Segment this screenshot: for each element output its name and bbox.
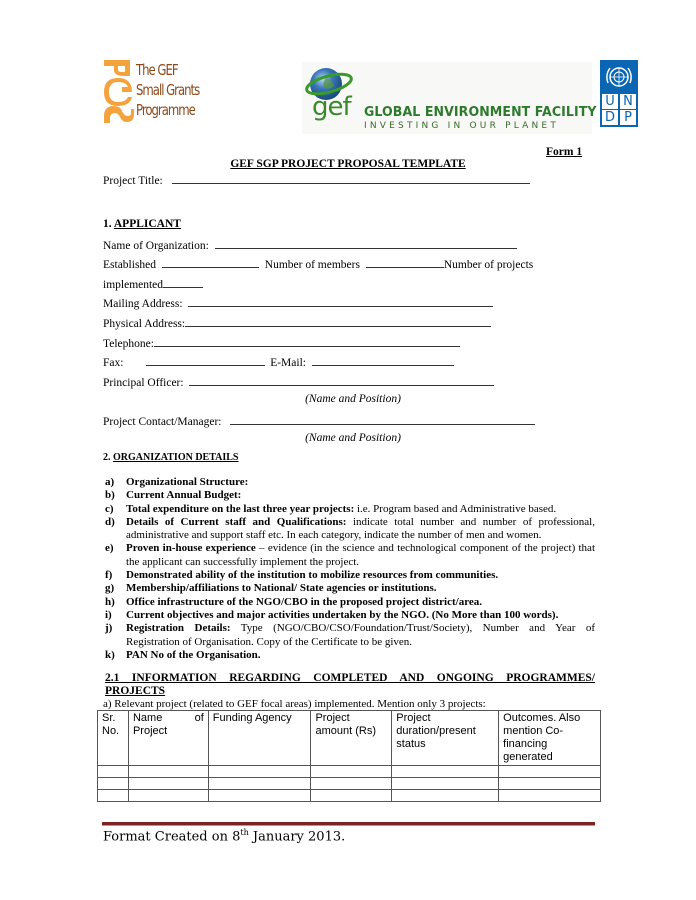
undp-letter-u: U [602,94,618,109]
implemented-field[interactable] [163,276,203,288]
org-name-row [103,237,517,252]
mailing-row [103,295,493,310]
footer-text-before: Format Created on 8 [103,829,241,845]
principal-row [103,374,494,389]
programmes-heading-line2: PROJECTS [105,685,166,697]
sgp-wordmark [136,60,199,120]
implemented-row [103,276,203,291]
email-field[interactable] [312,354,454,366]
programmes-note: a) Relevant project (related to GEF focal areas) implemented. Mention only 3 projects: [103,698,486,710]
telephone-label: Telephone: [103,338,154,350]
table-cell[interactable] [208,766,311,778]
item-marker: i) [105,608,112,621]
sgp-line-3: Programme [136,101,195,119]
members-label: Number of members [264,259,360,271]
item-marker: e) [105,542,114,555]
org-details-list [105,476,595,662]
established-field[interactable] [162,256,259,268]
list-item [105,596,595,609]
item-bold: Current objectives and major activities undertaken by the NGO. (No More than 100 words). [126,608,559,621]
physical-label: Physical Address: [103,318,186,330]
project-title-field[interactable] [172,172,530,184]
item-marker: f) [105,569,113,582]
item-bold: Demonstrated ability of the institution to mobilize resources from communities. [126,569,499,582]
undp-letter-p: P [620,110,636,125]
applicant-heading [103,218,181,230]
item-bold: Membership/affiliations to National/ State agencies or institutions. [126,582,437,595]
page-title: GEF SGP PROJECT PROPOSAL TEMPLATE [230,158,466,170]
item-bold: Details of Current staff and Qualifications: [126,515,347,528]
fax-label: Fax: [103,357,124,369]
table-cell[interactable] [128,778,208,790]
list-item [105,609,595,622]
list-item [105,649,595,662]
org-details-text: ORGANIZATION DETAILS [113,452,239,463]
contact-field[interactable] [230,413,535,425]
item-marker: a) [105,476,115,488]
table-cell[interactable] [128,766,208,778]
sgp-line-2: Small Grants [136,81,200,99]
list-item [105,569,595,582]
table-cell[interactable] [392,790,499,802]
gef-tagline: INVESTING IN OUR PLANET [364,121,560,131]
table-cell[interactable] [311,778,392,790]
applicant-heading-text: APPLICANT [113,218,181,230]
gef-title: GLOBAL ENVIRONMENT FACILITY [364,104,597,120]
gef-logo [302,62,597,134]
item-marker: h) [105,595,115,608]
telephone-field[interactable] [154,335,460,347]
column-header: Sr. No. [98,711,129,766]
established-row [103,256,533,271]
item-bold: Current Annual Budget: [126,489,242,502]
item-text: indicate total number and number of professional, administrative and support staff etc. In each category, indicate the number of men and women. [126,515,595,542]
table-cell[interactable] [98,766,129,778]
item-marker: k) [105,648,115,661]
footer-divider [102,822,595,826]
contact-note: (Name and Position) [305,432,401,444]
item-marker: g) [105,582,115,595]
list-item [105,516,595,543]
item-text: i.e. Program based and Administrative based. [354,502,557,515]
established-label: Established [103,259,157,271]
item-bold: Total expenditure on the last three year projects: [126,502,355,515]
projects-table [97,710,601,802]
table-row [98,790,601,802]
item-marker: c) [105,502,114,515]
column-header: Outcomes. Also mention Co-financing generated [499,711,601,766]
sgp-logo [100,58,205,133]
table-cell[interactable] [499,790,601,802]
item-marker: b) [105,489,115,502]
telephone-row [103,335,460,350]
email-label: E-Mail: [270,357,306,369]
table-row [98,766,601,778]
table-cell[interactable] [208,778,311,790]
table-cell[interactable] [499,766,601,778]
item-bold: Registration Details: [126,622,231,635]
undp-letter-n: N [620,94,636,109]
table-cell[interactable] [128,790,208,802]
list-item [105,542,595,569]
org-name-label: Name of Organization: [103,240,209,252]
programmes-heading: 2.1 INFORMATION REGARDING COMPLETED AND ONGOING PROGRAMMES/ [105,672,595,684]
list-item [105,476,595,489]
projects-label: Number of projects [443,259,534,271]
table-cell[interactable] [499,778,601,790]
item-bold: PAN No of the Organisation. [126,648,261,661]
table-cell[interactable] [311,766,392,778]
item-bold: Office infrastructure of the NGO/CBO in the proposed project district/area. [126,595,483,608]
column-header: Funding Agency [208,711,311,766]
item-marker: d) [105,515,115,528]
item-bold: Proven in-house experience [126,542,256,555]
table-header-row [98,711,601,766]
table-cell[interactable] [311,790,392,802]
fax-email-row [103,354,454,369]
footer-text [103,828,345,844]
contact-row [103,413,535,428]
form-number: Form 1 [546,146,583,158]
table-row [98,778,601,790]
undp-logo [600,60,638,127]
list-item [105,489,595,502]
org-details-number: 2. [103,452,111,463]
column-header: Project duration/present status [392,711,499,766]
members-field[interactable] [366,256,444,268]
mailing-field[interactable] [188,295,493,307]
implemented-label: implemented [103,279,164,291]
physical-field[interactable] [185,315,491,327]
principal-label: Principal Officer: [103,377,184,389]
applicant-heading-number: 1. [103,218,112,230]
org-name-field[interactable] [215,237,517,249]
column-header: Project amount (Rs) [311,711,392,766]
item-text: Type (NGO/CBO/CSO/Foundation/Trust/Society), Number and Year of Registration of Organisation. Copy of the Certificate to be given. [126,622,595,648]
footer-sup: th [240,828,249,837]
item-text: – evidence (in the science and technological component of the project) that the applicant can successfully implement the project. [126,542,595,568]
physical-row [103,315,491,330]
sgp-line-1: The GEF [136,61,178,79]
table-cell[interactable] [392,778,499,790]
item-marker: j) [105,622,113,635]
un-emblem-icon [604,63,634,91]
column-header: Name of Project [128,711,208,766]
mailing-label: Mailing Address: [103,298,183,310]
list-item [105,503,595,516]
table-cell[interactable] [98,778,129,790]
principal-field[interactable] [189,374,494,386]
list-item [105,582,595,595]
table-cell[interactable] [392,766,499,778]
table-cell[interactable] [208,790,311,802]
list-item [105,622,595,649]
item-bold: Organizational Structure: [126,476,249,488]
fax-field[interactable] [146,354,265,366]
project-title-row [103,172,530,187]
table-cell[interactable] [98,790,129,802]
project-title-label: Project Title: [103,175,163,187]
contact-label: Project Contact/Manager: [103,416,222,428]
org-details-heading [103,452,239,463]
gef-wordmark: gef [312,92,351,122]
footer-text-after: January 2013. [248,829,346,845]
undp-letter-d: D [602,110,618,125]
principal-note: (Name and Position) [305,393,401,405]
sgp-letters-icon [100,58,134,130]
